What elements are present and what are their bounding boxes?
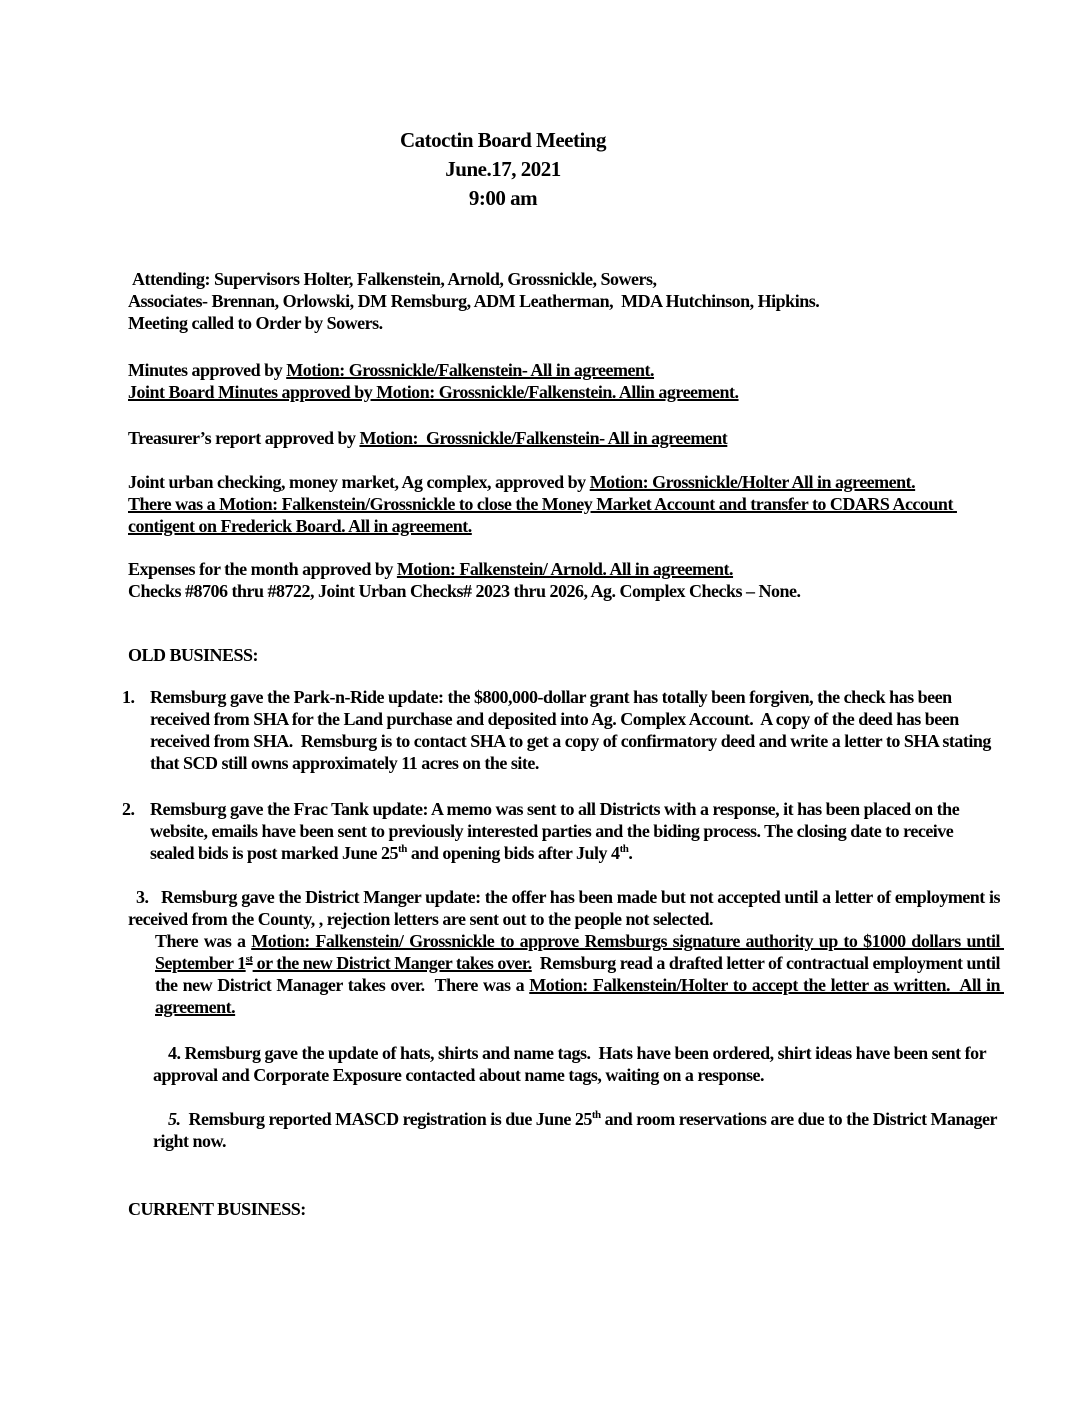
- text-segment: 4. Remsburg gave the update of hats, shirts and name tags. Hats have been ordered, shirt ideas have been sent for approval and Corporate Exposure contacted about name tags, waiting on a response.: [153, 1043, 990, 1085]
- text-segment: CURRENT BUSINESS:: [128, 1199, 306, 1219]
- text-segment: Remsburg gave the Frac Tank update: A memo was sent to all Districts with a response, it has been placed on the website, emails have been sent to previously interested parties and the biding process. The closing date to receive sealed bids is post marked June 25: [150, 799, 964, 863]
- text-segment: Checks #8706 thru #8722, Joint Urban Checks# 2023 thru 2026, Ag. Complex Checks – None.: [128, 581, 801, 601]
- text-segment: Motion: Grossnickle/Holter All in agreement.: [589, 472, 916, 492]
- accounts-paragraph: [128, 471, 1000, 537]
- text-segment: Remsburg reported MASCD registration is due June 25: [180, 1109, 592, 1129]
- text-segment: th: [398, 843, 407, 855]
- list-item-text: [150, 798, 1000, 864]
- text-segment: Meeting called to Order by Sowers.: [128, 313, 383, 333]
- old-business-heading: [128, 644, 1000, 666]
- treasurer-paragraph: [128, 427, 1000, 449]
- text-segment: Motion: Grossnickle/Falkenstein- All in agreement: [359, 428, 728, 448]
- old-item-1: [122, 686, 1000, 774]
- document-time: 9:00 am: [468, 186, 538, 210]
- text-segment: Remsburg gave the Park-n-Ride update: the $800,000-dollar grant has totally been forgiven, the check has been received from SHA for the Land purchase and deposited into Ag. Complex Account. A copy of the deed has been received from SHA. Remsburg is to contact SHA to get a copy of confirmatory deed and write a letter to SHA stating that SCD still owns approximately 11 acres on the site.: [150, 687, 995, 773]
- text-segment: Minutes approved by: [128, 360, 287, 380]
- text-segment: st: [245, 953, 253, 965]
- text-segment: Attending: Supervisors Holter, Falkenstein, Arnold, Grossnickle, Sowers,: [128, 269, 657, 289]
- text-segment: or the new District Manger takes over.: [252, 953, 532, 973]
- old-item-2: [122, 798, 1000, 864]
- text-segment: and opening bids after July 4: [406, 843, 620, 863]
- text-segment: Motion: Falkenstein/ Arnold. All in agreement.: [396, 559, 734, 579]
- text-segment: There was a: [155, 931, 252, 951]
- expenses-paragraph: [128, 558, 1000, 602]
- text-segment: Joint urban checking, money market, Ag complex, approved by: [128, 472, 590, 492]
- old-item-5: [153, 1108, 1000, 1152]
- text-segment: Joint Board Minutes approved by Motion: Grossnickle/Falkenstein. Allin agreement.: [128, 382, 739, 402]
- text-segment: and room reservations are due to the District Manager right now.: [153, 1109, 1001, 1151]
- text-segment: Motion: Grossnickle/Falkenstein- All in agreement.: [286, 360, 655, 380]
- text-segment: Remsburg read a drafted letter of contractual employment until the new District Manager takes over. There was a: [155, 953, 1004, 995]
- text-segment: Associates- Brennan, Orlowski, DM Remsburg, ADM Leatherman, MDA Hutchinson, Hipkins.: [128, 291, 820, 311]
- text-segment: th: [619, 843, 629, 855]
- old-item-3: [128, 886, 1004, 930]
- minutes-paragraph: [128, 359, 1000, 403]
- text-segment: .: [628, 843, 633, 863]
- text-segment: OLD BUSINESS:: [128, 645, 259, 665]
- text-segment: th: [591, 1109, 601, 1121]
- old-item-3-motion: [155, 930, 1004, 1018]
- list-number: 1.: [122, 687, 135, 707]
- document-date: June.17, 2021: [445, 157, 561, 181]
- attending-paragraph: [128, 268, 1000, 334]
- document-title: Catoctin Board Meeting: [400, 128, 606, 152]
- text-segment: Motion: Falkenstein/ Grossnickle to approve Remsburgs signature authority up to $1000 dollars until September 1: [155, 931, 1004, 973]
- text-segment: 5.: [168, 1109, 181, 1129]
- list-item-text: [150, 686, 1000, 774]
- text-segment: Expenses for the month approved by: [128, 559, 397, 579]
- text-segment: There was a Motion: Falkenstein/Grossnickle to close the Money Market Account and transfer to CDARS Account contigent on Frederick Board. All in agreement.: [128, 494, 957, 536]
- text-segment: Treasurer’s report approved by: [128, 428, 360, 448]
- old-item-4: [153, 1042, 1000, 1086]
- current-business-heading: [128, 1198, 1000, 1220]
- text-segment: 3. Remsburg gave the District Manger update: the offer has been made but not accepted until a letter of employment is received from the County, , rejection letters are sent out to the people not selected.: [128, 887, 1004, 929]
- document-title-block: [128, 126, 878, 213]
- list-number: 2.: [122, 799, 135, 819]
- text-segment: Motion: Falkenstein/Holter to accept the letter as written. All in agreement.: [155, 975, 1004, 1017]
- document-body: [122, 268, 1004, 1220]
